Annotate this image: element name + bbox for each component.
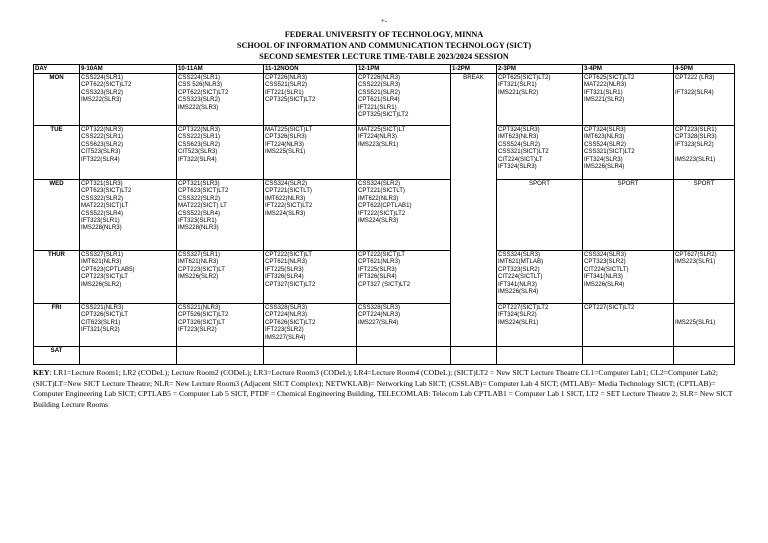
col-header-10-11am: 10-11AM [177,65,264,74]
course-entry: CSS222(SLR1) [81,133,123,141]
course-entry: CPT326(SICT)LT [178,318,225,326]
course-entry: CPT222(SICT)LT [358,251,405,258]
school-name: SCHOOL OF INFORMATION AND COMMUNICATION TECHNOLOGY (SICT) [236,41,532,50]
course-entry: IFT324(SLR3) [498,163,537,171]
course-entry: MAT222(SICT) LT [178,202,227,210]
course-entry: CSS323(SLR2) [178,96,220,104]
course-entry: IFT341(NLR3) [498,280,537,288]
cell-thur-2pm [497,251,583,304]
course-entry: CSS522(SLR4) [81,209,123,217]
cell-thur-9am [80,251,177,304]
course-entry: MAT222(NLR3) [584,81,627,89]
course-entry: CPT227(SICT)LT2 [584,304,635,311]
cell-thur-3pm [583,251,674,304]
cell-mon-10am [177,74,264,126]
course-entry: IMS222(SLR3) [178,103,219,111]
cell-mon-4pm [674,74,735,126]
course-entry: IFT322(SLR4) [81,155,120,163]
course-entry: CPT626(SICT)LT2 [265,318,316,326]
course-entry: IFT223(SLR2) [265,326,304,334]
col-header-2-3pm: 2-3PM [497,65,583,74]
cell-wed-2pm-sport: SPORT [497,180,583,251]
course-entry: IFT322(SLR4) [178,155,217,163]
course-entry: IMT621(NLR3) [81,258,122,266]
course-entry: CPT322(NLR3) [81,126,123,133]
course-entry: CPT223(SLR1) [675,126,717,133]
break-cell: BREAK [451,74,497,347]
course-entry: CSS321(SICT)LT2 [584,148,635,156]
cell-wed-9am [80,180,177,251]
course-entry: IFT321(SLR1) [498,81,537,89]
cell-sat-1pm [451,347,497,365]
cell-thur-12pm [357,251,451,304]
cell-wed-11am [264,180,357,251]
course-entry: CPT222(SICT)LT [265,251,312,258]
course-entry: CPT226(NLR3) [358,74,400,81]
course-entry: IFT326(SLR4) [265,273,304,281]
course-entry: CPT222 (LR3) [675,74,715,81]
course-entry: IMS228(NLR3) [178,224,219,232]
cell-tue-3pm [583,126,674,180]
header-mark: +- [380,17,388,25]
course-entry: IFT321(SLR2) [81,326,120,334]
cell-tue-2pm [497,126,583,180]
course-entry: CPT325(SICT)LT2 [358,111,409,119]
cell-fri-4pm [674,304,735,347]
course-entry: IFT324(SLR3) [584,155,623,163]
course-entry [675,148,733,155]
course-entry: MAT225(SICT)LT [358,126,406,133]
cell-tue-12pm [357,126,451,180]
cell-thur-10am [177,251,264,304]
course-entry: CSS328(SLR3) [265,304,307,311]
course-entry: CPT323(SLR2) [584,258,626,266]
course-entry: CSS623(SLR2) [178,140,220,148]
col-header-3-4pm: 3-4PM [583,65,674,74]
course-entry: IMS226(SLR2) [81,280,122,288]
col-header-12-1pm: 12-1PM [357,65,451,74]
course-entry: IFT225(SLR3) [265,265,304,273]
timetable-title: SECOND SEMESTER LECTURE TIME-TABLE 2023/2024 SESSION [259,52,509,61]
course-entry: IMS227(SLR4) [358,318,399,326]
timetable-grid [33,64,735,365]
row-fri [34,304,735,347]
course-entry: CPT622(SICT)LT2 [81,81,132,89]
course-entry: CIT224(SICTLT) [498,273,543,281]
cell-mon-2pm [497,74,583,126]
row-sat [34,347,735,365]
row-wed [34,180,735,251]
course-entry: MAT225(SICT)LT [265,126,313,133]
cell-wed-12pm [357,180,451,251]
col-header-day: DAY [34,65,80,74]
course-entry: CSS322(SLR2) [178,194,220,202]
cell-mon-3pm [583,74,674,126]
course-entry: IMS226(SLR2) [178,273,219,281]
course-entry: MAT222(SICT)LT [81,202,129,210]
course-entry: IMS223(SLR1) [358,140,399,148]
course-entry: IFT224(NLR3) [358,133,397,141]
course-entry: IMT622(NLR3) [358,194,399,202]
course-entry: CPT226(NLR3) [265,74,307,81]
course-entry: CSS221(NLR3) [81,304,124,311]
col-header-9-10am: 9-10AM [80,65,177,74]
cell-sat-2pm [497,347,583,365]
course-entry: CSS221(NLR3) [178,304,221,311]
course-entry: IMS222(SLR3) [81,96,122,104]
cell-sat-12pm [357,347,451,365]
course-entry: CPT623(CPTLAB5) [81,265,135,273]
course-entry: CPT323(SLR2) [498,265,540,273]
cell-fri-10am [177,304,264,347]
course-entry: CPT327 (SICT)LT2 [358,280,411,288]
key-label: KEY [33,368,50,377]
course-entry: CPT625(SICT)LT2) [498,74,551,81]
day-label-thur: THUR [34,251,80,304]
course-entry: CPT223(SICT)LT [81,273,128,281]
course-entry: CIT224(SICTLT) [584,265,629,273]
course-entry: IMS225(SLR1) [675,318,716,326]
course-entry: IFT323(SLR1) [178,217,217,225]
cell-sat-3pm [583,347,674,365]
cell-tue-4pm [674,126,735,180]
course-entry: CSS 526(NLR3) [178,81,223,89]
course-entry: CSS522(SLR4) [178,209,220,217]
course-entry: IMT621(NLR3) [178,258,219,266]
course-entry: IFT222(SICT)LT2 [265,202,313,210]
course-entry: CIT523(SLR3) [178,148,218,156]
course-entry: IFT222(SICT)LT2 [358,209,406,217]
course-entry: CPT321(SLR3) [178,180,220,187]
course-entry: IFT321(SLR1) [584,88,623,96]
key-text: : LR1=Lecture Room1; LR2 (CODeL); Lecture Room2 (CODeL); LR3=Lecture Room3 (CODeL); LR4=Lecture Room4 (CODeL); (SICT)LT2 = New SICT Lecture Theatre CL1=Computer Lab1; CL2=Computer Lab2; (SICT)LT=New SICT Lecture Theatre; NLR= New Lecture Room3 (Adjacent SICT Complex); NETWKLAB)= Networking Lab SICT; (CSSLAB)= Computer Lab 4 SICT; (MTLAB)= Media Technology SICT; (CPTLAB)= Computer Engineering Lab SICT; CPTLAB5 = Computer Lab 5 SICT, PTDF = Chemical Engineering Building, TELECOMLAB: Telecom Lab CPTLAB1 = Computer Lab 1 SICT, LT2 = SET Lecture Theatre 2; SLR= New SICT Building Lecture Rooms [33,368,733,409]
course-entry: IFT221(SLR1) [358,103,397,111]
course-entry: IFT225(SLR3) [358,265,397,273]
col-header-4-5pm: 4-5PM [674,65,735,74]
course-entry: CPT322(NLR3) [178,126,220,133]
course-entry: CPT627(SLR2) [675,251,717,258]
course-entry: CSS524(SLR2) [584,140,626,148]
row-thur [34,251,735,304]
day-label-tue: TUE [34,126,80,180]
cell-wed-10am [177,180,264,251]
course-entry: CSS324(SLR2) [358,180,400,187]
course-entry: CPT623(SICT)LT2 [81,187,132,195]
course-entry: CPT328(SLR3) [675,133,717,141]
row-mon [34,74,735,126]
course-entry: CSS324(SLR2) [265,180,307,187]
course-entry: CPT324(SLR3) [498,126,540,133]
course-entry: IMS228(NLR3) [81,224,122,232]
cell-sat-10am [177,347,264,365]
day-label-mon: MON [34,74,80,126]
course-entry: IFT324(SLR2) [498,311,537,319]
course-entry: CSS324(SLR3) [584,251,626,258]
cell-fri-3pm [583,304,674,347]
course-entry: CPT622(SICT)LT2 [178,88,229,96]
cell-mon-11am [264,74,357,126]
cell-mon-12pm [357,74,451,126]
course-entry: CPT221(SICTLT) [358,187,405,195]
course-entry: CSS222(SLR1) [178,133,220,141]
cell-fri-2pm [497,304,583,347]
day-label-fri: FRI [34,304,80,347]
course-entry: CPT326(SICT)LT [81,311,128,319]
course-entry: CPT326(SLR3) [265,133,307,141]
course-entry: IMS226(SLR4) [584,280,625,288]
course-entry: IFT224(NLR3) [265,140,304,148]
course-entry: CPT221(SICTLT) [265,187,312,195]
day-label-sat: SAT [34,347,80,365]
course-entry: IMS225(SLR1) [265,148,306,156]
course-entry: CPT224(NLR3) [358,311,400,319]
course-entry: IMS226(SLR4) [498,288,539,296]
course-entry: IFT341(NLR3) [584,273,623,281]
course-entry: IMT623(NLR3) [584,133,625,141]
university-name: FEDERAL UNIVERSITY OF TECHNOLOGY, MINNA [284,30,484,39]
course-entry: IMS221(SLR2) [584,96,625,104]
course-entry: CPT327(SICT)LT2 [265,280,316,288]
cell-tue-11am [264,126,357,180]
course-entry: CSS324(SLR3) [498,251,540,258]
cell-fri-9am [80,304,177,347]
course-entry: IFT322(SLR4) [675,88,714,96]
course-entry: IFT221(SLR1) [265,88,304,96]
course-entry: CPT224(NLR3) [265,311,307,319]
course-entry: CSS322(SLR2) [81,194,123,202]
course-entry: IMS223(SLR1) [675,258,716,266]
col-header-11-12noon: 11-12NOON [264,65,357,74]
course-entry: CSS524(SLR2) [498,140,540,148]
course-entry: IMS224(SLR1) [498,318,539,326]
course-entry: CSS328(SLR3) [358,304,400,311]
course-entry: IMS224(SLR3) [358,217,399,225]
course-entry: CSS222(SLR3) [358,81,400,89]
cell-wed-4pm-sport: SPORT [674,180,735,251]
course-entry: CPT622(CPTLAB1) [358,202,412,210]
course-entry: IMT622(NLR3) [265,194,306,202]
course-entry [675,311,733,318]
course-entry: CPT227(SICT)LT2 [498,304,549,311]
course-entry: CSS224(SLR1) [81,74,123,81]
course-entry: CPT325(SICT)LT2 [265,96,316,104]
cell-mon-9am [80,74,177,126]
course-entry [675,304,733,311]
cell-tue-10am [177,126,264,180]
key-legend [33,368,738,410]
course-entry: CPT321(SLR3) [81,180,123,187]
header-row [34,65,735,74]
course-entry: IMS227(SLR4) [265,333,306,341]
cell-thur-4pm [674,251,735,304]
course-entry: CPT625(SICT)LT2 [584,74,635,81]
course-entry: IMS224(SLR3) [265,209,306,217]
course-entry: IMT621(MTLAB) [498,258,544,266]
cell-sat-9am [80,347,177,365]
course-entry [675,81,733,88]
course-entry: CIT523(SLR3) [81,148,121,156]
course-entry: CPT223(SICT)LT [178,265,225,273]
course-entry: IFT223(SLR2) [178,326,217,334]
course-entry: CPT526(SICT)LT2 [178,311,229,319]
course-entry: CSS521(SLR2) [265,81,307,89]
cell-fri-12pm [357,304,451,347]
course-entry: CIT224(SICT)LT [498,155,543,163]
cell-thur-11am [264,251,357,304]
course-entry: IFT323(SLR1) [81,217,120,225]
course-entry: CSS623(SLR2) [81,140,123,148]
course-entry: IFT326(SLR4) [358,273,397,281]
course-entry: CPT324(SLR3) [584,126,626,133]
course-entry: IMS223(SLR1) [675,155,716,163]
course-entry: IFT323(SLR2) [675,140,714,148]
day-label-wed: WED [34,180,80,251]
course-entry: CSS224(SLR1) [178,74,220,81]
cell-sat-4pm [674,347,735,365]
cell-tue-9am [80,126,177,180]
cell-fri-11am [264,304,357,347]
course-entry: IMS226(SLR4) [584,163,625,171]
cell-sat-11am [264,347,357,365]
course-entry: CIT623(SLR1) [81,318,121,326]
course-entry: CSS521(SLR2) [358,88,400,96]
course-entry: CPT621(NLR3) [358,258,400,266]
course-entry: CPT621(SLR4) [358,96,400,104]
course-entry: CSS323(SLR2) [81,88,123,96]
cell-wed-3pm-sport: SPORT [583,180,674,251]
course-entry: IMT623(NLR3) [498,133,539,141]
course-entry: CSS321(SICT)LT2 [498,148,549,156]
course-entry: CSS327(SLR1) [178,251,220,258]
row-tue [34,126,735,180]
course-entry: CPT623(SICT)LT2 [178,187,229,195]
col-header-1-2pm: 1-2PM [451,65,497,74]
course-entry: CPT621(NLR3) [265,258,307,266]
course-entry: IMS221(SLR2) [498,88,539,96]
course-entry: CSS327(SLR1) [81,251,123,258]
